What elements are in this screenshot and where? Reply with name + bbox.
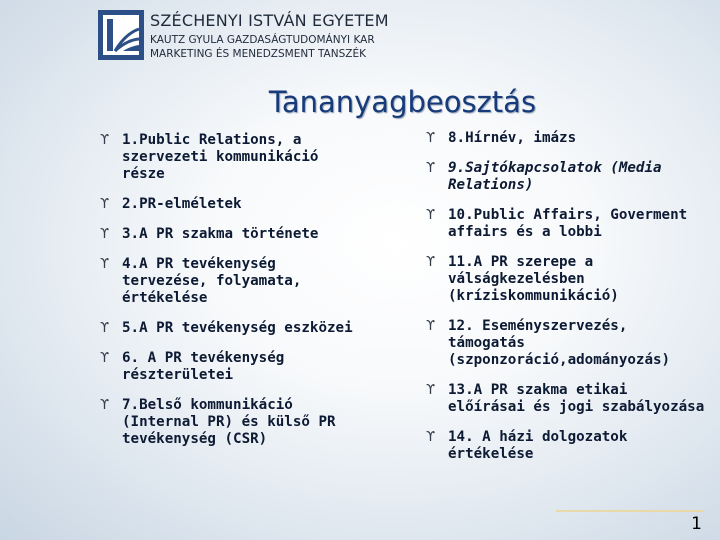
list-item bbox=[426, 254, 714, 305]
bullet-icon: ϒ bbox=[100, 133, 110, 148]
right-topic-list bbox=[426, 130, 714, 463]
bullet-icon: ϒ bbox=[426, 131, 436, 146]
bullet-icon: ϒ bbox=[426, 161, 436, 176]
list-item bbox=[426, 160, 714, 194]
list-item-line: értékelése bbox=[122, 290, 208, 306]
list-item-line: (szponzoráció,adományozás) bbox=[448, 352, 671, 368]
list-item-line: 1.Public Relations, a bbox=[122, 132, 302, 148]
bullet-icon: ϒ bbox=[426, 208, 436, 223]
list-item-line: 4.A PR tevékenység bbox=[122, 256, 276, 272]
list-item bbox=[426, 382, 714, 416]
list-item-line: (Internal PR) és külső PR bbox=[122, 414, 336, 430]
list-item-line: 11.A PR szerepe a bbox=[448, 254, 594, 270]
list-item-line: Relations) bbox=[448, 177, 534, 193]
university-name: SZÉCHENYI ISTVÁN EGYETEM bbox=[150, 11, 389, 30]
list-item-line: 10.Public Affairs, Goverment bbox=[448, 207, 688, 223]
list-item-line: (kríziskommunikáció) bbox=[448, 288, 619, 304]
bullet-icon: ϒ bbox=[426, 319, 436, 334]
list-item-line: 7.Belső kommunikáció bbox=[122, 397, 293, 413]
list-item-line: 9.Sajtókapcsolatok (Media bbox=[448, 160, 662, 176]
bullet-icon: ϒ bbox=[100, 321, 110, 336]
list-item-line: affairs és a lobbi bbox=[448, 224, 602, 240]
list-item-line: 3.A PR szakma története bbox=[122, 226, 319, 242]
list-item-line: tervezése, folyamata, bbox=[122, 273, 302, 289]
slide-title: Tananyagbeosztás bbox=[268, 85, 537, 119]
list-item-line: támogatás bbox=[448, 335, 525, 351]
list-item-line: értékelése bbox=[448, 446, 534, 462]
list-item-line: 14. A házi dolgozatok bbox=[448, 429, 628, 445]
page-number: 1 bbox=[691, 514, 702, 534]
faculty-name: KAUTZ GYULA GAZDASÁGTUDOMÁNYI KAR bbox=[150, 34, 375, 46]
bullet-icon: ϒ bbox=[100, 197, 110, 212]
list-item-line: válságkezelésben bbox=[448, 271, 585, 287]
list-item-line: 2.PR-elméletek bbox=[122, 196, 242, 212]
list-item bbox=[100, 350, 400, 384]
university-logo-icon bbox=[98, 10, 144, 60]
footer-divider bbox=[556, 510, 704, 512]
list-item bbox=[100, 320, 400, 337]
list-item-line: 12. Eseményszervezés, bbox=[448, 318, 628, 334]
list-item-line: tevékenység (CSR) bbox=[122, 431, 268, 447]
list-item bbox=[100, 132, 400, 183]
list-item-line: 13.A PR szakma etikai bbox=[448, 382, 628, 398]
list-item bbox=[426, 318, 714, 369]
list-item bbox=[426, 429, 714, 463]
bullet-icon: ϒ bbox=[100, 227, 110, 242]
list-item-line: szervezeti kommunikáció bbox=[122, 149, 319, 165]
list-item-line: 8.Hírnév, imázs bbox=[448, 130, 577, 146]
list-item bbox=[100, 226, 400, 243]
list-item bbox=[100, 196, 400, 213]
list-item-line: részterületei bbox=[122, 367, 234, 383]
left-topic-list bbox=[100, 130, 400, 448]
bullet-icon: ϒ bbox=[100, 398, 110, 413]
list-item-line: 5.A PR tevékenység eszközei bbox=[122, 320, 353, 336]
list-item-line: 6. A PR tevékenység bbox=[122, 350, 285, 366]
bullet-icon: ϒ bbox=[100, 257, 110, 272]
list-item bbox=[426, 207, 714, 241]
list-item bbox=[100, 397, 400, 448]
list-item bbox=[100, 256, 400, 307]
bullet-icon: ϒ bbox=[426, 255, 436, 270]
list-item-line: előírásai és jogi szabályozása bbox=[448, 399, 705, 415]
bullet-icon: ϒ bbox=[426, 383, 436, 398]
bullet-icon: ϒ bbox=[426, 430, 436, 445]
list-item bbox=[426, 130, 714, 147]
list-item-line: része bbox=[122, 166, 165, 182]
department-name: MARKETING ÉS MENEDZSMENT TANSZÉK bbox=[150, 48, 366, 60]
bullet-icon: ϒ bbox=[100, 351, 110, 366]
